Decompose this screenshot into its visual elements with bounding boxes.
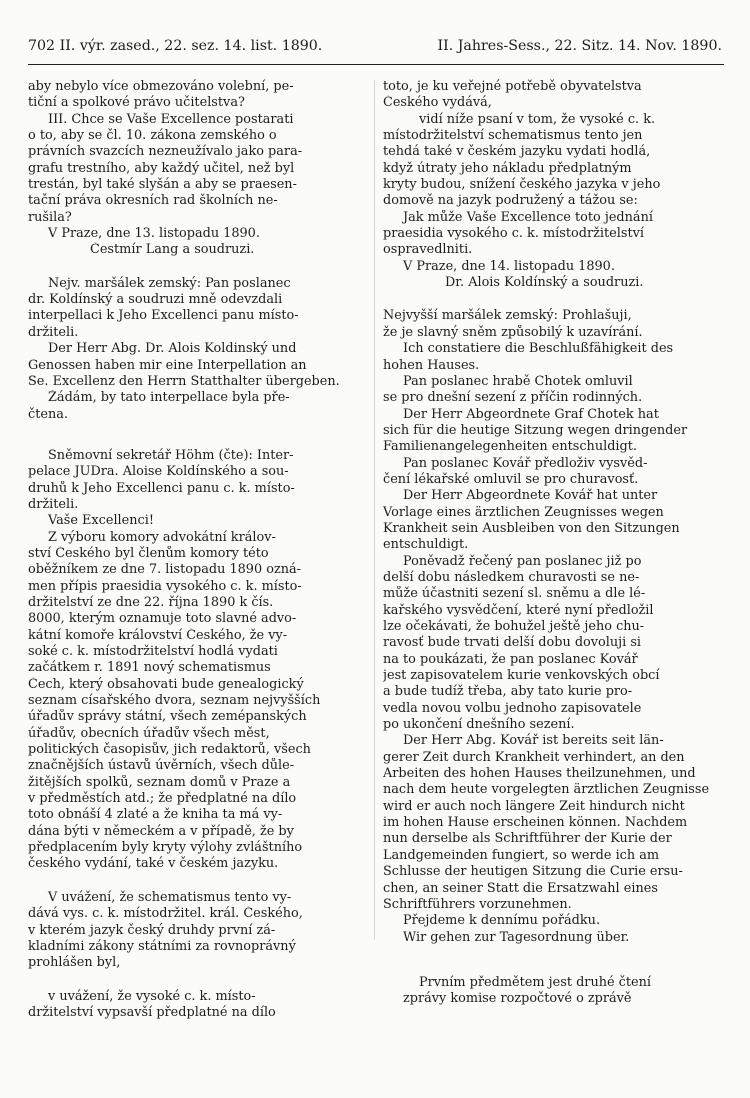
header-right: II. Jahres-Sess., 22. Sitz. 14. Nov. 1890. bbox=[437, 38, 722, 54]
page-header bbox=[28, 38, 722, 60]
text-line: kryty budou, snížení českého jazyka v jeho bbox=[383, 177, 661, 193]
right-column bbox=[383, 79, 715, 1008]
text-line: wird er auch noch längere Zeit hindurch nicht bbox=[383, 798, 685, 814]
text-line: Žádám, by tato interpellace byla pře- bbox=[48, 390, 290, 406]
text-line: Familienangelegenheiten entschuldigt. bbox=[383, 439, 637, 455]
text-line: značnějších ústavů úvěrních, všech důle- bbox=[28, 758, 295, 774]
text-line: na to poukázati, že pan poslanec Kovář bbox=[383, 651, 638, 667]
text-line: pelace JUDra. Aloise Koldínského a sou- bbox=[28, 464, 289, 480]
text-line: Prvním předmětem jest druhé čtení bbox=[419, 974, 652, 990]
text-line: men přípis praesidia vysokého c. k. místo- bbox=[28, 578, 302, 594]
text-line: trestán, byl také slyšán a aby se praesen- bbox=[28, 177, 297, 193]
text-line: vidí níže psaní v tom, že vysoké c. k. bbox=[419, 111, 656, 127]
text-line: zprávy komise rozpočtové o zprávě bbox=[403, 991, 632, 1007]
text-line: Vorlage eines ärztlichen Zeugnisses wegen bbox=[383, 504, 664, 520]
text-line: praesidia vysokého c. k. místodržitelství bbox=[383, 226, 644, 242]
text-line: kátní komoře království Českého, že vy- bbox=[28, 627, 288, 643]
text-line: nun derselbe als Schriftführer der Kurie der bbox=[383, 831, 672, 847]
header-left: 702 II. výr. zased., 22. sez. 14. list. 1890. bbox=[28, 38, 323, 54]
text-line: toto, je ku veřejné potřebě obyvatelstva bbox=[383, 79, 642, 94]
text-line: V Praze, dne 13. listopadu 1890. bbox=[48, 226, 260, 242]
text-line: delší dobu následkem churavosti se ne- bbox=[383, 569, 640, 585]
text-line: oběžníkem ze dne 7. listopadu 1890 ozná- bbox=[28, 562, 302, 578]
text-line: Der Herr Abg. Kovář ist bereits seit län- bbox=[403, 733, 664, 749]
text-line: českého vydání, také v českém jazyku. bbox=[28, 856, 279, 872]
text-line: Čech, který obsahovati bude genealogický bbox=[28, 676, 304, 692]
text-line: druhů k Jeho Excellenci panu c. k. místo- bbox=[28, 480, 295, 496]
text-line: domově na jazyk podružený a tážou se: bbox=[383, 193, 638, 209]
text-line: chen, an seiner Statt die Ersatzwahl eines bbox=[383, 880, 658, 896]
text-line: Arbeiten des hohen Hauses theilzunehmen, und bbox=[383, 766, 696, 782]
column-separator bbox=[374, 80, 375, 940]
text-line: ravosť bude trvati delší dobu dovoluji si bbox=[383, 635, 642, 651]
text-line: o to, aby se čl. 10. zákona zemského o bbox=[28, 128, 277, 144]
text-line: se pro dnešní sezení z příčin rodinných. bbox=[383, 390, 643, 406]
text-line: dr. Koldínský a soudruzi mně odevzdali bbox=[28, 292, 283, 308]
text-line: Landgemeinden fungiert, so werde ich am bbox=[383, 847, 660, 863]
text-line: držitelství vypsavší předplatné na dílo bbox=[28, 1004, 276, 1020]
text-line: držiteli. bbox=[28, 324, 79, 340]
text-line: držiteli. bbox=[28, 496, 79, 512]
text-line: Ich constatiere die Beschlußfähigkeit des bbox=[403, 341, 674, 357]
text-line: místodržitelství schematismus tento jen bbox=[383, 128, 643, 144]
text-line: Der Herr Abgeordnete Kovář hat unter bbox=[403, 488, 658, 504]
text-line: po ukončení dnešního sezení. bbox=[383, 717, 575, 733]
text-line: V uvážení, že schematismus tento vy- bbox=[48, 889, 292, 905]
text-line: Vaše Excellenci! bbox=[48, 513, 154, 529]
text-line: když útraty jeho nákladu předplatným bbox=[383, 160, 632, 176]
text-line: Schlusse der heutigen Sitzung die Curie ersu- bbox=[383, 864, 683, 880]
text-line: držitelství ze dne 22. října 1890 k čís. bbox=[28, 594, 274, 610]
text-line: ství Českého byl členům komory této bbox=[28, 545, 269, 561]
text-line: sich für die heutige Sitzung wegen dringender bbox=[383, 422, 688, 438]
text-line: předplacením byly kryty výlohy zvláštního bbox=[28, 840, 303, 856]
text-line: seznam císařského dvora, seznam nejvyšších bbox=[28, 693, 321, 709]
text-line: Z výboru komory advokátní králov- bbox=[48, 529, 276, 545]
text-line: grafu trestního, aby každý učitel, než byl bbox=[28, 160, 295, 176]
signature-line: Čestmír Lang a soudruzi. bbox=[90, 242, 255, 258]
text-line: soké c. k. místodržitelství hodlá vydati bbox=[28, 644, 278, 659]
text-line: tehdá také v českém jazyku vydati hodlá, bbox=[383, 144, 651, 160]
text-line: a bude tudíž třeba, aby tato kurie pro- bbox=[383, 684, 633, 700]
text-line: dána býti v německém a v případě, že by bbox=[28, 823, 294, 839]
text-line: Pan poslanec Kovář předloživ vysvěd- bbox=[403, 455, 648, 471]
text-line: nach dem heute vorgelegten ärztlichen Zeugnisse bbox=[383, 782, 710, 798]
text-line: žitějších spolků, seznam domů v Praze a bbox=[28, 774, 291, 790]
text-line: hohen Hauses. bbox=[383, 357, 480, 373]
text-line: Der Herr Abgeordnete Graf Chotek hat bbox=[403, 406, 659, 422]
text-line: Se. Excellenz den Herrn Statthalter übergeben. bbox=[28, 373, 340, 389]
text-line: Wir gehen zur Tagesordnung über. bbox=[403, 929, 630, 945]
text-line: úřadův správy státní, všech zemépanských bbox=[28, 709, 307, 725]
signature-line: Dr. Alois Koldínský a soudruzi. bbox=[445, 275, 644, 291]
header-rule bbox=[28, 64, 724, 65]
text-line: Sněmovní sekretář Höhm (čte): Inter- bbox=[48, 447, 294, 463]
text-line: politických časopisův, jich redaktorů, všech bbox=[28, 742, 311, 758]
text-line: Jak může Vaše Excellence toto jednání bbox=[403, 209, 653, 225]
text-line: V Praze, dne 14. listopadu 1890. bbox=[403, 258, 615, 274]
text-line: může účastniti sezení sl. sněmu a dle lé- bbox=[383, 586, 646, 602]
text-line: čení lékařské omluvil se pro churavosť. bbox=[383, 471, 639, 487]
text-line: tační práva okresních rad školních ne- bbox=[28, 193, 278, 209]
text-line: v předměstích atd.; že předplatné na dílo bbox=[28, 791, 297, 807]
text-line: Nejv. maršálek zemský: Pan poslanec bbox=[48, 275, 291, 291]
text-line: kařského vysvědčení, které nyní předložil bbox=[383, 602, 654, 618]
left-column bbox=[28, 79, 368, 1021]
text-line: Krankheit sein Ausbleiben von den Sitzungen bbox=[383, 520, 680, 536]
text-line: Genossen haben mir eine Interpellation an bbox=[28, 357, 307, 373]
text-line: Nejvyšší maršálek zemský: Prohlašuji, bbox=[383, 308, 632, 324]
text-line: že je slavný sněm způsobilý k uzavírání. bbox=[383, 324, 643, 340]
text-line: aby nebylo více obmezováno volební, pe- bbox=[28, 79, 294, 94]
text-line: III. Chce se Vaše Excellence postarati bbox=[48, 111, 294, 127]
text-line: entschuldigt. bbox=[383, 537, 469, 553]
text-line: rušila? bbox=[28, 209, 72, 225]
text-line: interpellaci k Jeho Excellenci panu místo- bbox=[28, 308, 299, 324]
text-line: kladními zákony státními za rovnoprávný bbox=[28, 938, 296, 954]
text-line: Pan poslanec hrabě Chotek omluvil bbox=[403, 373, 633, 389]
text-line: právních svazcích nezneužívalo jako para- bbox=[28, 144, 303, 160]
text-line: začátkem r. 1891 nový schematismus bbox=[28, 660, 271, 676]
text-line: tiční a spolkové právo učitelstva? bbox=[28, 95, 245, 111]
text-line: toto obnáší 4 zlaté a že kniha ta má vy- bbox=[28, 807, 283, 823]
text-line: ospravedlniti. bbox=[383, 242, 473, 258]
text-line: Poněvadž řečený pan poslanec již po bbox=[403, 553, 642, 569]
text-line: Přejdeme k dennímu pořádku. bbox=[403, 913, 601, 929]
text-line: v uvážení, že vysoké c. k. místo- bbox=[48, 988, 256, 1004]
text-line: gerer Zeit durch Krankheit verhindert, an den bbox=[383, 749, 685, 765]
text-line: 8000, kterým oznamuje toto slavné advo- bbox=[28, 611, 297, 627]
text-line: Schriftführers vorzunehmen. bbox=[383, 896, 572, 912]
text-line: jest zapisovatelem kurie venkovských obcí bbox=[383, 668, 660, 684]
text-line: v kterém jazyk český druhdy první zá- bbox=[28, 922, 276, 938]
text-line: im hohen Hause erscheinen können. Nachdem bbox=[383, 815, 688, 831]
text-line: Českého vydává, bbox=[383, 95, 492, 111]
text-line: čtena. bbox=[28, 406, 68, 422]
text-line: dává vys. c. k. místodržitel. král. Českého, bbox=[28, 906, 303, 922]
text-line: prohlášen byl, bbox=[28, 955, 121, 971]
text-line: vedla novou volbu jednoho zapisovatele bbox=[383, 700, 642, 716]
text-line: Der Herr Abg. Dr. Alois Koldinský und bbox=[48, 341, 297, 357]
text-line: úřadův, obecních úřadův všech měst, bbox=[28, 725, 270, 741]
text-line: lze očekávati, že bohužel ještě jeho chu- bbox=[383, 619, 645, 634]
